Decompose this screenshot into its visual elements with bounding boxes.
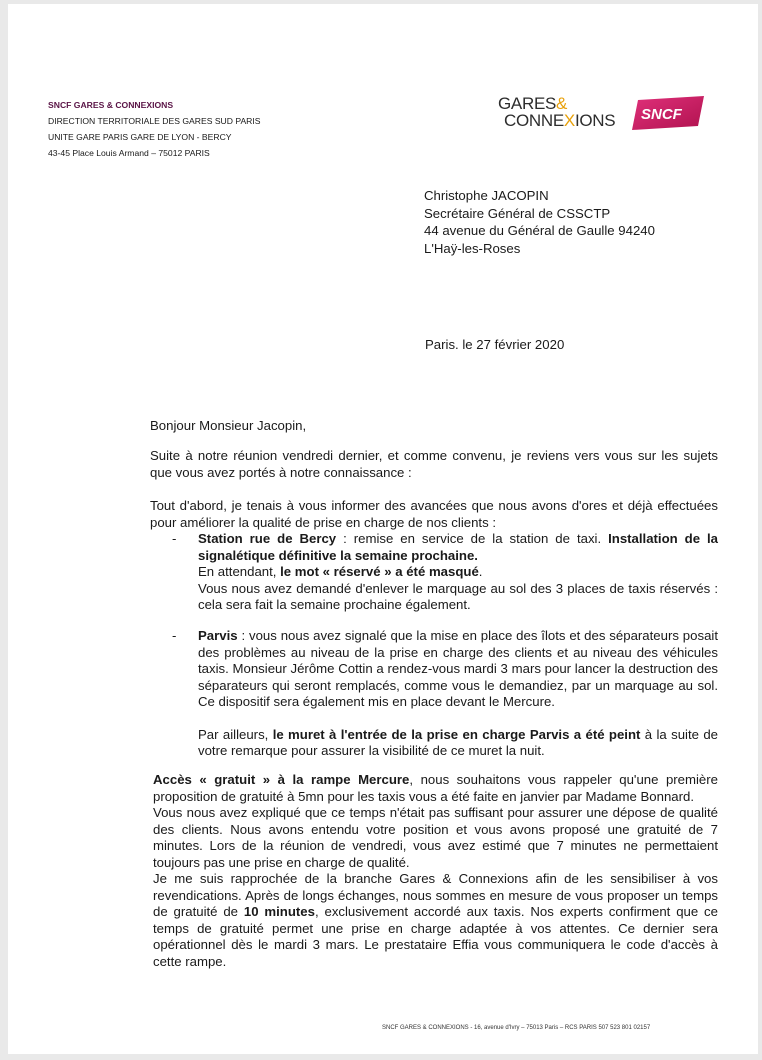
page-footer: SNCF GARES & CONNEXIONS - 16, avenue d'Ivry – 75013 Paris – RCS PARIS 507 523 801 02157: [382, 1025, 651, 1031]
bercy-text: : remise en service de la station de taxi.: [336, 531, 609, 546]
bullet-dash: -: [172, 628, 177, 643]
letter-page: [8, 4, 758, 1054]
bercy-period: .: [478, 564, 483, 579]
bercy-bold-masque: le mot « réservé » a été masqué: [280, 564, 479, 579]
acces-text2: Vous nous avez expliqué que ce temps n'était pas suffisant pour assurer une dépose de qualité des clients. Nous avons entendu votre position et vous avons proposé une gratuité de 7 minutes. Lors de la réunion de vendredi, vous avez estimé que 7 minutes ne permettaient toujours pas une prise en charge de qualité.: [153, 805, 718, 870]
logo-word-conne: CONNE: [504, 111, 564, 130]
acces-text3a: Je me suis rapprochée de la branche Gares & Connexions afin de les sensibiliser à vos revendications. Après de longs échanges, nous sommes en mesure de vous proposer un temps de gratuité de: [153, 871, 718, 919]
recipient-title: Secrétaire Général de CSSCTP: [424, 205, 611, 221]
logo-x: X: [563, 111, 575, 130]
acces-rampe-section: [153, 772, 718, 970]
sender-direction: DIRECTION TERRITORIALE DES GARES SUD PARIS: [48, 116, 261, 126]
letter-date: Paris. le 27 février 2020: [425, 337, 565, 352]
sncf-logo-text: SNCF: [641, 106, 682, 123]
acces-bold-10min: 10 minutes: [243, 904, 315, 919]
bullet-dash: -: [172, 531, 177, 546]
sender-block: [48, 97, 261, 161]
parvis-ailleurs-text: Par ailleurs,: [198, 726, 273, 742]
logo-ampersand: &: [556, 94, 568, 113]
salutation: Bonjour Monsieur Jacopin,: [150, 418, 307, 433]
logo-word-gares: GARES: [498, 94, 557, 113]
gares-connexions-logo: [498, 95, 615, 129]
sender-unit: UNITE GARE PARIS GARE DE LYON - BERCY: [48, 132, 232, 142]
bullet-parvis: [172, 628, 718, 760]
sender-address: 43-45 Place Louis Armand – 75012 PARIS: [48, 148, 210, 158]
bercy-attendant-text: En attendant,: [198, 564, 281, 579]
recipient-city: L'Haÿ-les-Roses: [424, 240, 521, 256]
acces-text3b: , exclusivement accordé aux taxis. Nos experts confirment que ce temps de gratuité permet une prise en charge adaptée à vos attentes. Ce dernier sera opérationnel dès le mardi 3 mars. Le prestataire Effia vous communiquera le code d'accès à cette rampe.: [153, 904, 718, 969]
parvis-title: Parvis: [198, 628, 238, 643]
paragraph-avancees: Tout d'abord, je tenais à vous informer des avancées que nous avons d'ores et déjà effectuées pour améliorer la qualité de prise en charge de nos clients :: [150, 498, 718, 530]
parvis-text: : vous nous avez signalé que la mise en place des îlots et des séparateurs posait des problèmes au niveau de la prise en charge des clients et au niveau des véhicules taxis. Monsieur Jérôme Cottin a rendez-vous mardi 3 mars pour lancer la destruction des séparateurs qui seront remplacés, comme vous le demandiez, par un marquage au sol. Ce dispositif sera également mis en place devant le Mercure.: [198, 628, 718, 709]
bullet-bercy: [172, 531, 718, 614]
intro-paragraph: Suite à notre réunion vendredi dernier, et comme convenu, je reviens vers vous sur les sujets que vous avez portés à notre connaissance :: [150, 448, 718, 480]
bercy-bold-install: Installation de la signalétique définitive la semaine prochaine.: [198, 531, 719, 563]
recipient-block: [424, 187, 655, 257]
logo-word-ions: IONS: [574, 111, 616, 130]
sncf-logo: [632, 96, 704, 130]
recipient-address: 44 avenue du Général de Gaulle 94240: [424, 223, 655, 238]
recipient-name: Christophe JACOPIN: [424, 188, 549, 203]
acces-title: Accès « gratuit » à la rampe Mercure: [153, 772, 410, 787]
acces-text1: , nous souhaitons vous rappeler qu'une première proposition de gratuité à 5mn pour les taxis vous a été faite en janvier par Madame Bonnard.: [153, 772, 718, 804]
bercy-title: Station rue de Bercy: [198, 531, 337, 546]
parvis-bold-muret: le muret à l'entrée de la prise en charge Parvis a été peint: [272, 726, 641, 742]
sender-company: SNCF GARES & CONNEXIONS: [48, 100, 174, 110]
parvis-suite-text: à la suite de votre remarque pour assurer la visibilité de ce muret la nuit.: [198, 726, 718, 758]
bercy-marquage-text: Vous nous avez demandé d'enlever le marquage au sol des 3 places de taxis réservés : cela sera fait la semaine prochaine également.: [198, 580, 718, 612]
